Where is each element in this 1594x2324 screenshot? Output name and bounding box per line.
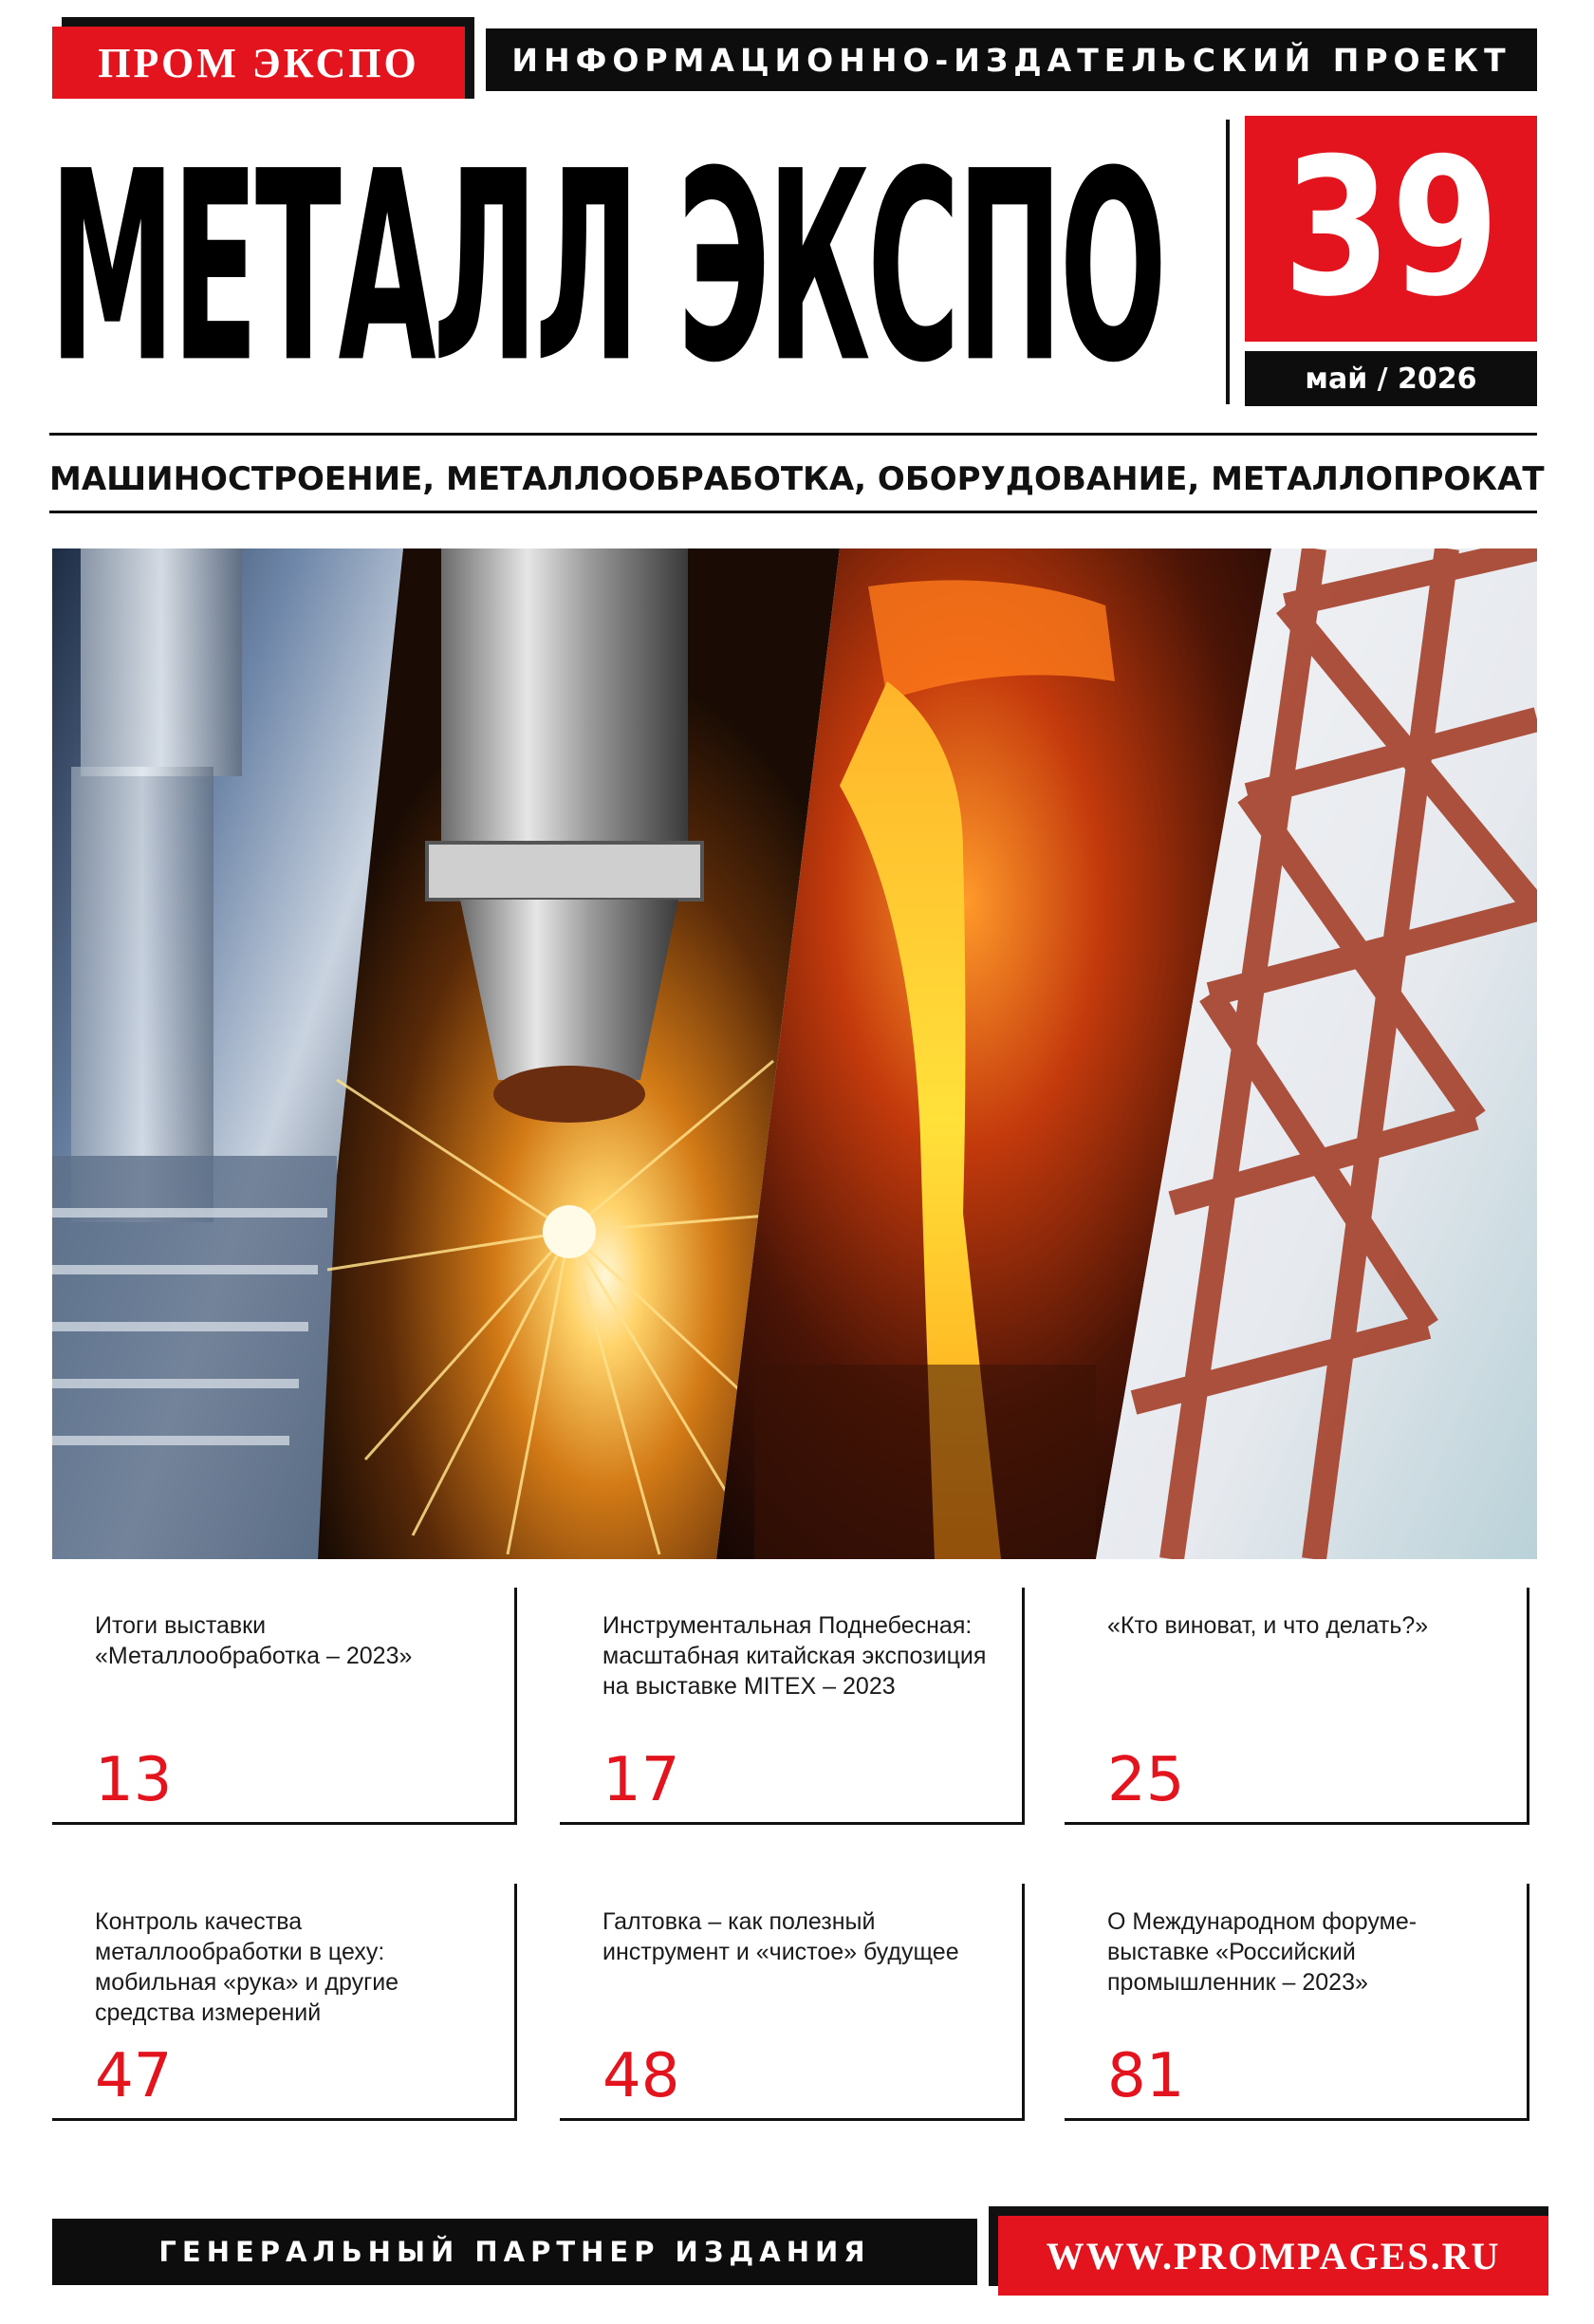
card-border-right xyxy=(1527,1884,1529,2121)
card-border-right xyxy=(514,1884,517,2121)
card-border-right xyxy=(1022,1884,1025,2121)
card-border-right xyxy=(1022,1588,1025,1825)
article-page-number: 17 xyxy=(602,1745,680,1815)
title-divider xyxy=(1226,120,1230,404)
project-banner: ИНФОРМАЦИОННО-ИЗДАТЕЛЬСКИЙ ПРОЕКТ xyxy=(486,28,1537,91)
card-border-bottom xyxy=(52,1822,517,1825)
topics-line: МАШИНОСТРОЕНИЕ, МЕТАЛЛООБРАБОТКА, ОБОРУДОВАНИЕ, МЕТАЛЛОПРОКАТ xyxy=(49,460,1545,498)
article-card[interactable] xyxy=(560,1884,1025,2121)
article-page-number: 13 xyxy=(95,1745,173,1815)
card-border-right xyxy=(1527,1588,1529,1825)
issue-date: май / 2026 xyxy=(1245,351,1537,406)
article-page-number: 48 xyxy=(602,2041,680,2111)
card-border-bottom xyxy=(560,1822,1025,1825)
card-border-right xyxy=(514,1588,517,1825)
article-page-number: 81 xyxy=(1107,2041,1185,2111)
article-card[interactable] xyxy=(560,1588,1025,1825)
article-title: Контроль качества металлообработки в цеху: мобильная «рука» и другие средства измерений xyxy=(95,1908,399,2026)
topics-rule-bottom xyxy=(49,511,1537,513)
brand-logo: ПРОМ ЭКСПО xyxy=(52,27,465,99)
card-border-bottom xyxy=(1065,2118,1529,2121)
article-title: Итоги выставки «Металлообработка – 2023» xyxy=(95,1612,413,1669)
article-page-number: 47 xyxy=(95,2041,173,2111)
magazine-title: МЕТАЛЛ ЭКСПО xyxy=(49,116,1164,421)
card-border-bottom xyxy=(52,2118,517,2121)
card-border-bottom xyxy=(560,2118,1025,2121)
article-title: О Международном форуме-выставке «Российский промышленник – 2023» xyxy=(1107,1908,1418,1996)
article-card[interactable] xyxy=(52,1588,517,1825)
article-card[interactable] xyxy=(1065,1588,1529,1825)
website-link[interactable]: WWW.PROMPAGES.RU xyxy=(998,2216,1548,2296)
article-title: Галтовка – как полезный инструмент и «чистое» будущее xyxy=(602,1908,959,1965)
article-page-number: 25 xyxy=(1107,1745,1185,1815)
issue-number-box xyxy=(1245,116,1537,342)
article-title: «Кто виноват, и что делать?» xyxy=(1107,1612,1429,1639)
card-border-bottom xyxy=(1065,1822,1529,1825)
article-card[interactable] xyxy=(52,1884,517,2121)
article-card[interactable] xyxy=(1065,1884,1529,2121)
article-title: Инструментальная Поднебесная: масштабная китайская экспозиция на выставке MITEX – 2023 xyxy=(602,1612,987,1700)
topics-rule-top xyxy=(49,433,1537,436)
cover-photo-collage xyxy=(52,548,1537,1559)
general-partner-banner: ГЕНЕРАЛЬНЫЙ ПАРТНЕР ИЗДАНИЯ xyxy=(52,2219,977,2285)
issue-number: 39 xyxy=(1282,118,1500,339)
